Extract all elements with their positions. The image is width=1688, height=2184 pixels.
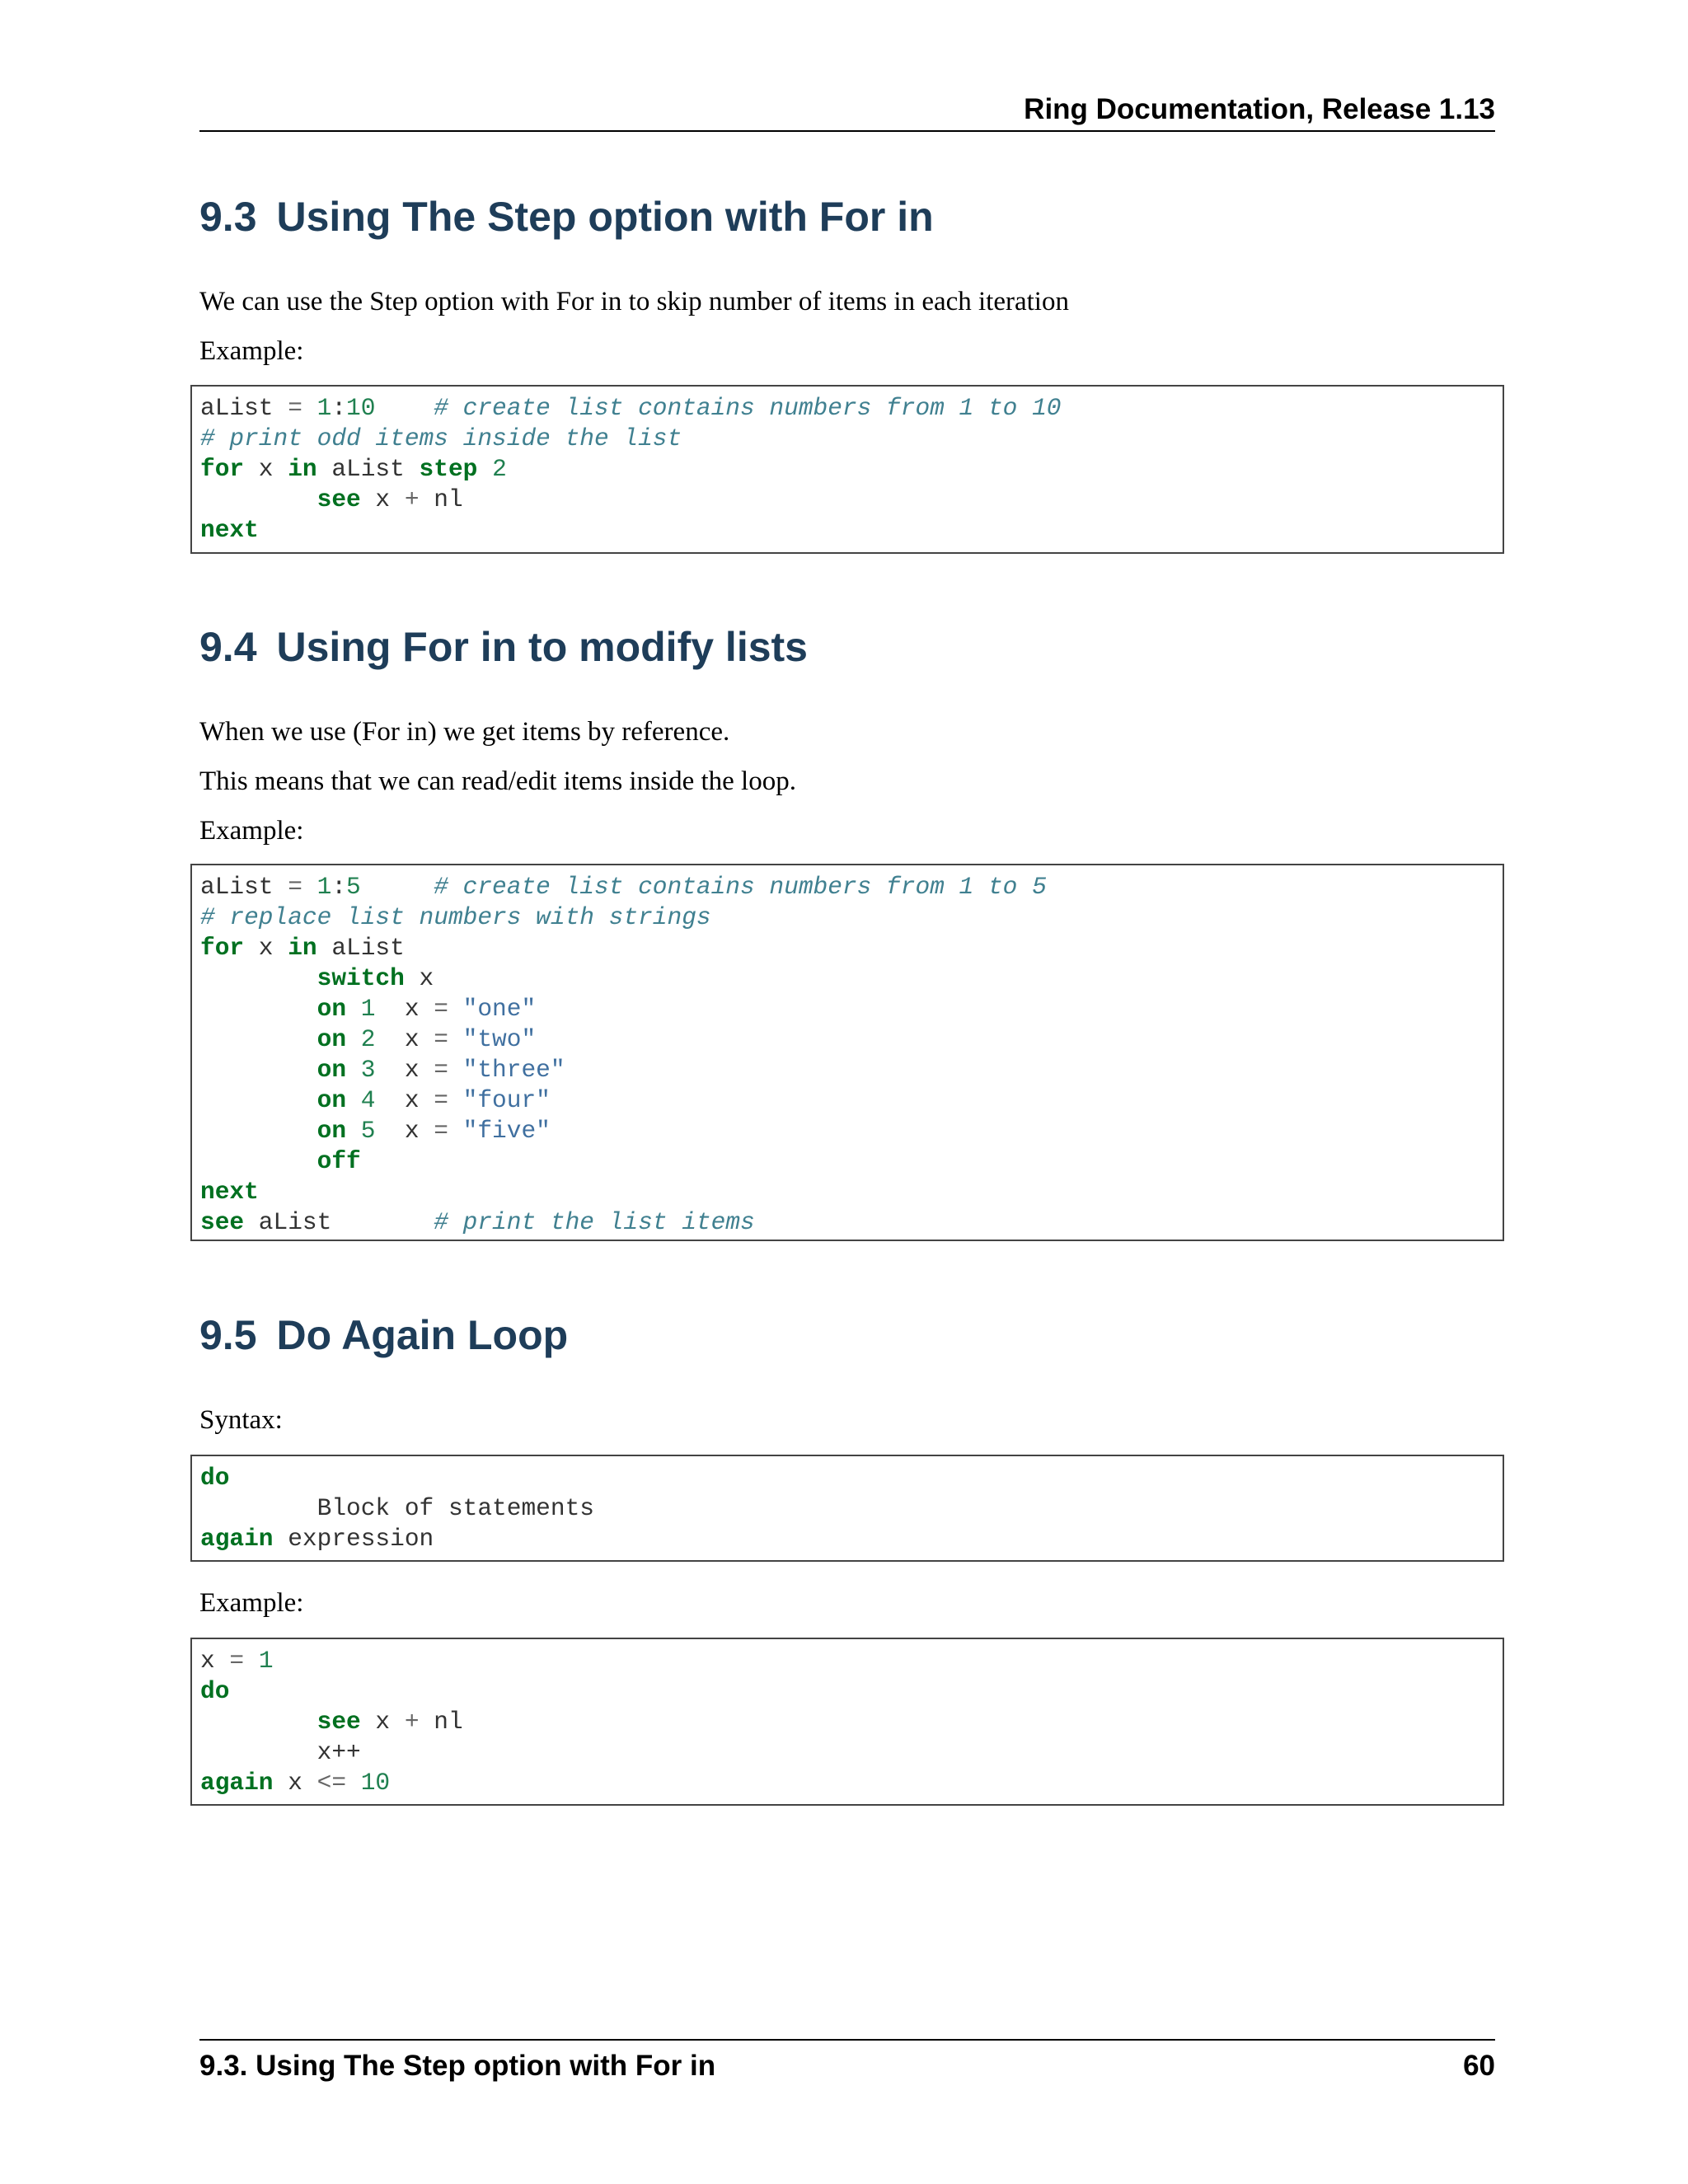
code-line: x++: [200, 1738, 361, 1766]
code-line: see x + nl: [316, 485, 463, 513]
section-heading-9-5: [199, 1310, 568, 1360]
paragraph: Example:: [199, 1588, 304, 1618]
section-title: Do Again Loop: [276, 1312, 569, 1358]
page-footer: [199, 2039, 1495, 2083]
paragraph: We can use the Step option with For in to skip number of items in each iteration: [199, 287, 1069, 316]
code-line: on 1 x = "one": [316, 995, 537, 1023]
code-line: do: [200, 1677, 230, 1705]
code-line: next: [200, 516, 259, 544]
paragraph: Example:: [199, 816, 304, 846]
paragraph: Example:: [199, 336, 304, 366]
code-line: for x in aList: [200, 934, 405, 962]
code-line: see aList # print the list items: [200, 1208, 755, 1236]
paragraph: When we use (For in) we get items by reference.: [199, 717, 730, 747]
code-line: switch x: [316, 964, 434, 992]
section-number: 9.3: [199, 194, 257, 240]
code-line: aList = 1:10 # create list contains numbers from 1 to 10: [200, 394, 1062, 422]
section-number: 9.4: [199, 624, 257, 670]
code-line: # replace list numbers with strings: [200, 903, 711, 931]
footer-section-title: 9.3. Using The Step option with For in: [199, 2050, 716, 2082]
page-number: 60: [1463, 2050, 1495, 2082]
code-block-do-syntax: [190, 1455, 1504, 1562]
code-line: do: [200, 1464, 230, 1492]
section-heading-9-3: [199, 192, 934, 241]
code-line: for x in aList step 2: [200, 455, 507, 483]
section-title: Using The Step option with For in: [276, 194, 934, 240]
section-title: Using For in to modify lists: [276, 624, 808, 670]
code-line: x = 1: [200, 1647, 274, 1675]
code-line: see x + nl: [316, 1708, 463, 1736]
section-heading-9-4: [199, 622, 808, 672]
code-line: # print odd items inside the list: [200, 424, 682, 452]
code-line: off: [316, 1147, 361, 1175]
paragraph: This means that we can read/edit items inside the loop.: [199, 766, 796, 796]
code-block-modify-example: [190, 864, 1504, 1241]
code-line: next: [200, 1178, 259, 1206]
section-number: 9.5: [199, 1312, 257, 1358]
code-line: again x <= 10: [200, 1769, 391, 1797]
code-block-do-example: [190, 1638, 1504, 1806]
code-line: on 5 x = "five": [316, 1117, 551, 1145]
code-line: aList = 1:5 # create list contains numbers from 1 to 5: [200, 873, 1047, 901]
code-line: on 4 x = "four": [316, 1086, 551, 1114]
code-line: on 2 x = "two": [316, 1025, 537, 1053]
page-header: Ring Documentation, Release 1.13: [199, 92, 1495, 132]
code-line: Block of statements: [200, 1494, 594, 1522]
code-line: on 3 x = "three": [316, 1056, 565, 1084]
paragraph: Syntax:: [199, 1405, 283, 1435]
code-block-step-example: [190, 385, 1504, 554]
code-line: again expression: [200, 1525, 434, 1553]
